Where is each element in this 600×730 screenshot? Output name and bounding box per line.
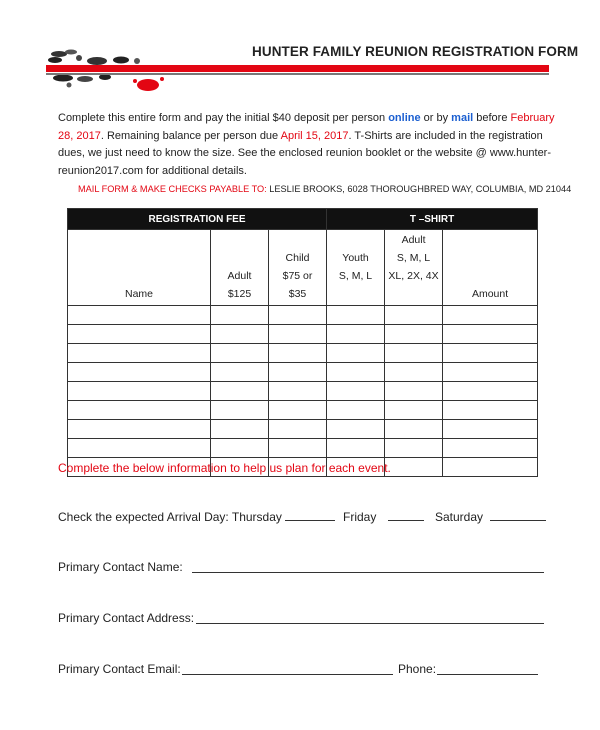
- contact-email-label: Primary Contact Email:: [58, 662, 181, 676]
- table-cell[interactable]: [269, 439, 327, 458]
- mail-instructions: [78, 184, 571, 194]
- header-red-bar: [46, 65, 549, 72]
- table-cell[interactable]: [443, 458, 538, 477]
- table-row: [68, 401, 538, 420]
- table-row: [68, 306, 538, 325]
- table-row: [68, 363, 538, 382]
- table-cell[interactable]: [443, 420, 538, 439]
- table-cell[interactable]: [211, 401, 269, 420]
- contact-email-field[interactable]: [182, 674, 393, 675]
- table-cell[interactable]: [385, 439, 443, 458]
- table-cell[interactable]: [327, 363, 385, 382]
- header-grey-bar: [46, 73, 549, 75]
- table-cell[interactable]: [327, 325, 385, 344]
- table-cell[interactable]: [385, 325, 443, 344]
- tshirt-header: T –SHIRT: [327, 209, 538, 230]
- friday-row: [343, 509, 424, 524]
- table-cell[interactable]: [385, 458, 443, 477]
- table-cell[interactable]: [269, 420, 327, 439]
- saturday-label: Saturday: [435, 510, 484, 524]
- friday-label: Friday: [343, 510, 377, 524]
- table-cell[interactable]: [327, 439, 385, 458]
- contact-name-label: Primary Contact Name:: [58, 560, 183, 574]
- table-cell[interactable]: [443, 344, 538, 363]
- arrival-day-row: [58, 509, 335, 524]
- table-cell[interactable]: [327, 401, 385, 420]
- online-link[interactable]: online: [388, 112, 421, 124]
- col-child-fee: Child $75 or $35: [269, 230, 327, 306]
- table-cell[interactable]: [269, 344, 327, 363]
- mail-address: LESLIE BROOKS, 6028 THOROUGHBRED WAY, COLUMBIA, MD 21044: [266, 184, 572, 194]
- table-cell[interactable]: [68, 401, 211, 420]
- table-cell[interactable]: [327, 382, 385, 401]
- col-adult-size: Adult S, M, L XL, 2X, 4X: [385, 230, 443, 306]
- table-cell[interactable]: [68, 325, 211, 344]
- table-cell[interactable]: [443, 401, 538, 420]
- col-name: Name: [68, 230, 211, 306]
- table-cell[interactable]: [269, 363, 327, 382]
- table-cell[interactable]: [68, 382, 211, 401]
- table-cell[interactable]: [385, 401, 443, 420]
- table-cell[interactable]: [385, 363, 443, 382]
- contact-name-field[interactable]: [192, 572, 544, 573]
- table-cell[interactable]: [211, 363, 269, 382]
- thursday-blank[interactable]: [285, 509, 335, 521]
- contact-address-field[interactable]: [196, 623, 544, 624]
- contact-address-label: Primary Contact Address:: [58, 611, 195, 625]
- deposit-deadline: February 28, 2017: [58, 112, 555, 142]
- table-cell[interactable]: [443, 325, 538, 344]
- table-cell[interactable]: [211, 325, 269, 344]
- table-cell[interactable]: [269, 382, 327, 401]
- table-group-header: [68, 209, 538, 230]
- table-row: [68, 325, 538, 344]
- table-cell[interactable]: [443, 382, 538, 401]
- table-cell[interactable]: [68, 306, 211, 325]
- table-row: [68, 420, 538, 439]
- mail-link[interactable]: mail: [451, 112, 474, 124]
- event-info-notice: Complete the below information to help us plan for each event.: [58, 461, 391, 475]
- table-cell[interactable]: [269, 325, 327, 344]
- table-cell[interactable]: [211, 439, 269, 458]
- balance-deadline: April 15, 2017: [280, 129, 349, 142]
- friday-blank[interactable]: [388, 509, 424, 521]
- col-adult-fee: Adult $125: [211, 230, 269, 306]
- table-cell[interactable]: [68, 439, 211, 458]
- col-amount: Amount: [443, 230, 538, 306]
- table-cell[interactable]: [269, 401, 327, 420]
- table-cell[interactable]: [443, 363, 538, 382]
- table-cell[interactable]: [385, 420, 443, 439]
- table-cell[interactable]: [327, 344, 385, 363]
- table-cell[interactable]: [68, 344, 211, 363]
- table-cell[interactable]: [211, 382, 269, 401]
- table-cell[interactable]: [327, 306, 385, 325]
- table-cell[interactable]: [68, 363, 211, 382]
- table-cell[interactable]: [385, 306, 443, 325]
- phone-label: Phone:: [398, 662, 437, 676]
- table-cell[interactable]: [211, 344, 269, 363]
- col-youth-size: Youth S, M, L: [327, 230, 385, 306]
- table-cell[interactable]: [385, 344, 443, 363]
- registration-table: [67, 208, 538, 477]
- arrival-label: Check the expected Arrival Day: Thursday: [58, 510, 282, 524]
- form-title: HUNTER FAMILY REUNION REGISTRATION FORM: [252, 44, 579, 59]
- intro-paragraph: Complete this entire form and pay the initial $40 deposit per person online or by mail before February 28, 2017. Remaining balance per person due April 15, 2017. T-Shirts are included in the registration dues, we just need to know the size. See the enclosed reunion booklet or the website @ www.hunter-reunion2017.com for additional details.: [58, 112, 555, 177]
- table-cell[interactable]: [443, 306, 538, 325]
- table-cell[interactable]: [211, 420, 269, 439]
- table-row: [68, 344, 538, 363]
- registration-fee-header: REGISTRATION FEE: [68, 209, 327, 230]
- table-cell[interactable]: [269, 306, 327, 325]
- saturday-blank[interactable]: [490, 509, 546, 521]
- table-cell[interactable]: [385, 382, 443, 401]
- saturday-row: [435, 509, 546, 524]
- table-column-header: [68, 230, 538, 306]
- phone-field[interactable]: [437, 674, 538, 675]
- table-row: [68, 439, 538, 458]
- table-cell[interactable]: [327, 420, 385, 439]
- mail-label: MAIL FORM & MAKE CHECKS PAYABLE TO:: [78, 184, 267, 194]
- table-cell[interactable]: [211, 306, 269, 325]
- table-cell[interactable]: [68, 420, 211, 439]
- table-cell[interactable]: [443, 439, 538, 458]
- table-row: [68, 382, 538, 401]
